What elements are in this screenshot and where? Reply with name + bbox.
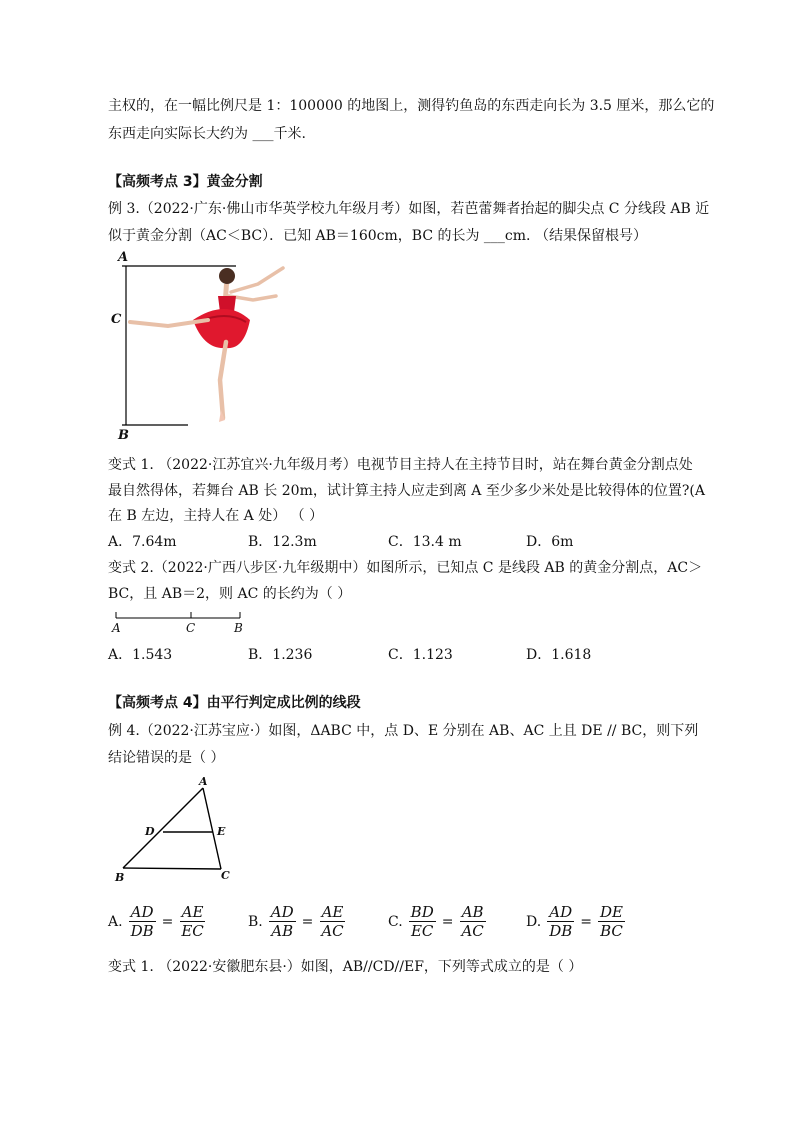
variant-1-option-c: C．13.4 m: [388, 534, 462, 550]
example-4-option-d: D. $\frac{AD}{DB}$ = $\frac{DE}{BC}$: [526, 903, 623, 940]
variant-2-option-c: C．1.123: [388, 647, 453, 663]
example-4-option-b: B. $\frac{AD}{AB}$ = $\frac{AE}{AC}$: [248, 903, 344, 940]
triangle-label-b: B: [115, 871, 125, 884]
option-c-label: C.: [388, 913, 403, 930]
figure-label-c: C: [111, 312, 122, 327]
section-4-heading: 【高频考点 4】由平行判定成比例的线段: [108, 695, 361, 711]
figure-label-a: A: [118, 250, 129, 265]
section-3-heading: 【高频考点 3】黄金分割: [108, 174, 263, 190]
side-ab: [123, 788, 203, 868]
dancer-image: [130, 268, 283, 422]
variant-1-option-a: A．7.64m: [108, 534, 177, 550]
segment-label-a: A: [112, 621, 121, 635]
option-b-label: B.: [248, 913, 263, 930]
variant-2-option-b: B．1.236: [248, 647, 313, 663]
variant-1-line-2: 最自然得体，若舞台 AB 长 20m，试计算主持人应走到离 A 至少多少米处是比较得体的位置?(A: [108, 483, 705, 499]
variant-2-option-d: D．1.618: [526, 647, 592, 663]
variant-2-option-a: A．1.543: [108, 647, 173, 663]
intro-line-1: 主权的，在一幅比例尺是 1：100000 的地图上，测得钓鱼岛的东西走向长为 3.5 厘米，那么它的: [108, 98, 715, 114]
triangle-label-d: D: [145, 825, 155, 838]
example-3-line-2: 似于黄金分割（AC＜BC）．已知 AB＝160cm，BC 的长为 ___cm. （结果保留根号）: [108, 228, 647, 244]
ballet-figure-svg: [108, 250, 298, 445]
example-4-option-c: C. $\frac{BD}{EC}$ = $\frac{AB}{AC}$: [388, 903, 484, 940]
variant-1-option-b: B．12.3m: [248, 534, 317, 550]
segment-label-b: B: [234, 621, 243, 635]
triangle-label-c: C: [221, 869, 230, 882]
side-bc: [123, 868, 221, 869]
example-4-option-a: A. $\frac{AD}{DB}$ = $\frac{AE}{EC}$: [108, 903, 204, 940]
variant-2-line-2: BC，且 AB＝2，则 AC 的长约为（ ）: [108, 586, 352, 602]
intro-line-2: 东西走向实际长大约为 ___千米.: [108, 126, 306, 142]
option-d-label: D.: [526, 913, 542, 930]
triangle-label-a: A: [199, 775, 208, 788]
segment-label-c: C: [186, 621, 196, 635]
triangle-figure: [108, 775, 248, 890]
segment-figure: [108, 606, 258, 638]
variant-1-line-3: 在 B 左边，主持人在 A 处） （ ）: [108, 508, 324, 524]
triangle-label-e: E: [217, 825, 226, 838]
ballet-figure: [108, 250, 298, 445]
option-a-label: A.: [108, 913, 123, 930]
variant-2-line-1: 变式 2.（2022·广西八步区·九年级期中）如图所示，已知点 C 是线段 AB 的黄金分割点，AC＞: [108, 560, 703, 576]
example-4-line-1: 例 4.（2022·江苏宝应·）如图，ΔABC 中，点 D、E 分别在 AB、AC 上且 DE // BC，则下列: [108, 723, 699, 739]
variant-1-line-1: 变式 1. （2022·江苏宜兴·九年级月考）电视节目主持人在主持节目时，站在舞台黄金分割点处: [108, 457, 693, 473]
example-3-line-1: 例 3.（2022·广东·佛山市华英学校九年级月考）如图，若芭蕾舞者抬起的脚尖点 C 分线段 AB 近: [108, 201, 710, 217]
example-4-line-2: 结论错误的是（ ）: [108, 750, 225, 766]
figure-label-b: B: [118, 428, 129, 443]
variant-1-option-d: D．6m: [526, 534, 574, 550]
section-4-variant-1: 变式 1. （2022·安徽肥东县·）如图，AB//CD//EF，下列等式成立的是（ ）: [108, 959, 583, 975]
